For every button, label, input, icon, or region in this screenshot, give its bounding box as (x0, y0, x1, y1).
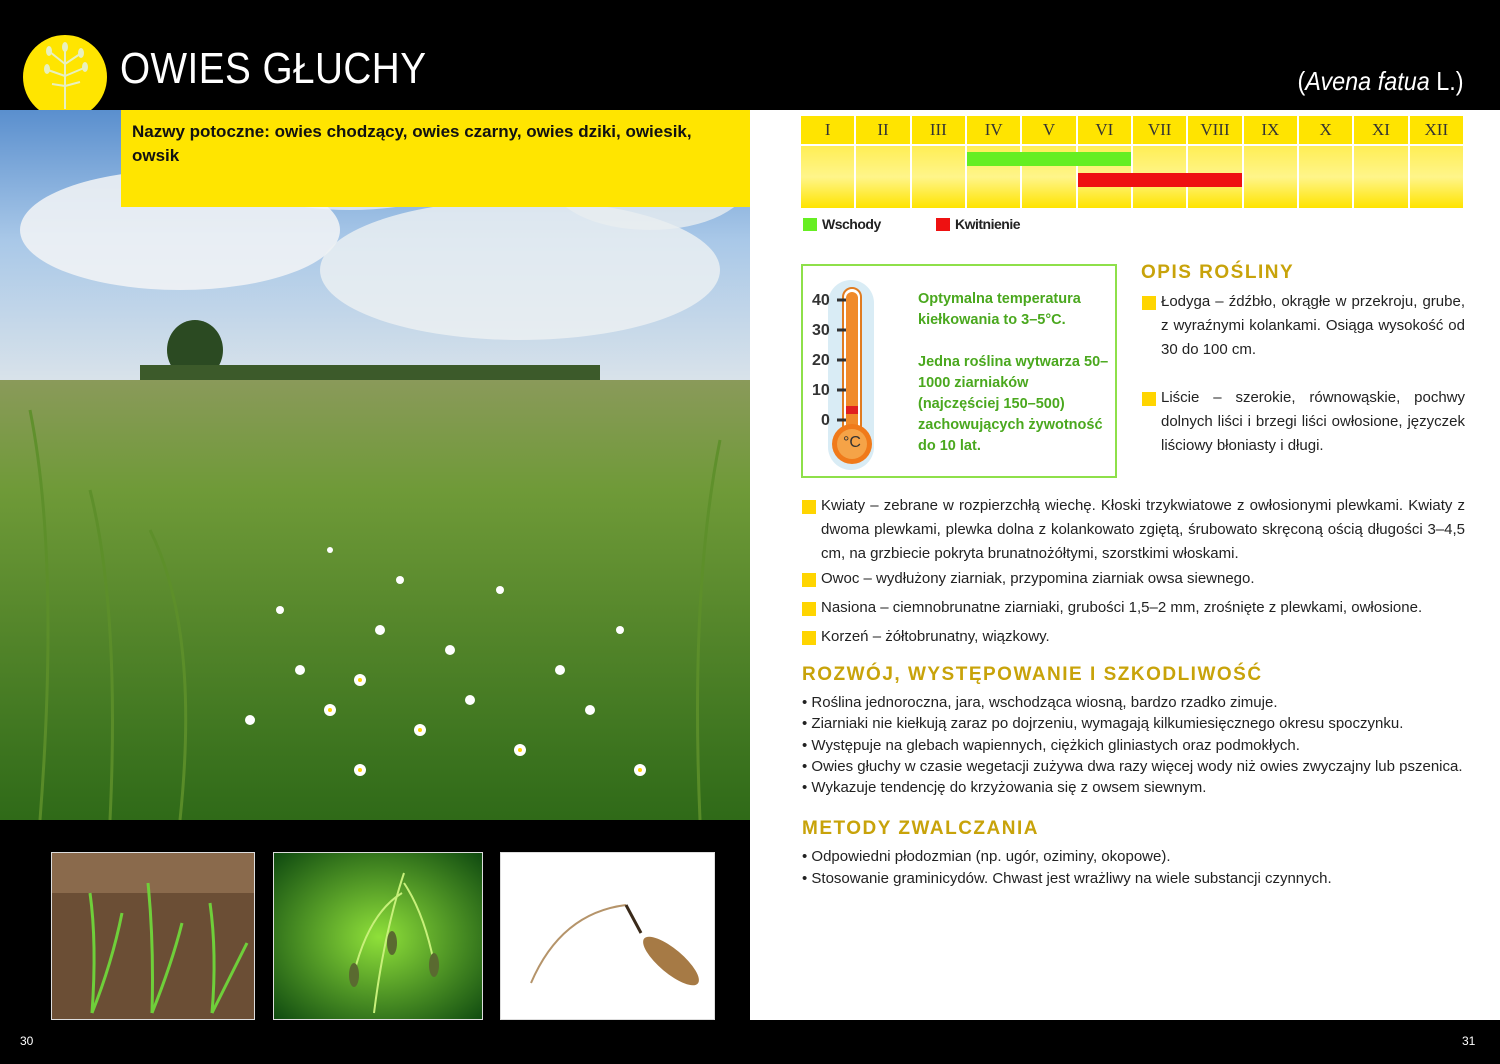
legend-swatch-emergence (803, 218, 817, 231)
month-cell (1299, 146, 1352, 208)
latin-name-italic: Avena fatua (1305, 66, 1431, 96)
scale-label-20: 20 (812, 352, 830, 369)
month-label: I (801, 116, 854, 144)
month-cell (856, 146, 909, 208)
bullet-square (802, 573, 816, 587)
dev-item: • Wykazuje tendencję do krzyżowania się z owsem siewnym. (802, 779, 1207, 796)
control-item: • Odpowiedni płodozmian (np. ugór, oziminy, okopowe). (802, 848, 1171, 865)
field-photo (0, 110, 750, 820)
scale-label-0: 0 (821, 412, 830, 429)
month-cell (801, 146, 854, 208)
heading-development: ROZWÓJ, WYSTĘPOWANIE I SZKODLIWOŚĆ (802, 664, 1263, 685)
month-label: IV (967, 116, 1020, 144)
desc-flowers: Kwiaty – zebrane w rozpierzchłą wiechę. Kłoski trzykwiatowe z owłosionymi plewkami. Kwiaty z dwoma plewkami, plewka dolna z kolankowato zgiętą, śrubowato skręconą ością długości 3–4,5 cm, na grzbiecie pokryta brunatnożółtymi, szorstkimi włoskami. (821, 497, 1465, 562)
desc-seeds: Nasiona – ciemnobrunatne ziarniaki, grubości 1,5–2 mm, zrośnięte z plewkami, owłosione. (821, 599, 1423, 616)
emergence-bar (967, 152, 1131, 166)
seed-production: Jedna roślina wytwarza 50–1000 ziarniaków (najczęściej 150–500) zachowujących żywotność do 10 lat. (918, 354, 1109, 454)
month-label: VIII (1188, 116, 1241, 144)
month-cell (1354, 146, 1407, 208)
heading-control-methods: METODY ZWALCZANIA (802, 818, 1039, 839)
scale-label-30: 30 (812, 322, 830, 339)
desc-stem: Łodyga – źdźbło, okrągłe w przekroju, grube, z wyraźnymi kolankami. Osiąga wysokość od 30 do 100 cm. (1161, 293, 1465, 358)
month-cell (1244, 146, 1297, 208)
dev-item: • Występuje na glebach wapiennych, ciężkich gliniastych oraz podmokłych. (802, 737, 1300, 754)
desc-root: Korzeń – żółtobrunatny, wiązkowy. (821, 628, 1050, 645)
month-label: XII (1410, 116, 1463, 144)
desc-fruit: Owoc – wydłużony ziarniak, przypomina ziarniak owsa siewnego. (821, 570, 1255, 587)
plant-logo-icon (22, 34, 108, 110)
bullet-square (802, 631, 816, 645)
dev-item: • Ziarniaki nie kiełkują zaraz po dojrzeniu, wymagają kilkumiesięcznego okresu spoczynku. (802, 715, 1404, 732)
vegetation-calendar (801, 116, 1465, 208)
bullet-square (1142, 392, 1156, 406)
month-label: V (1022, 116, 1075, 144)
desc-leaves: Liście – szerokie, równowąskie, pochwy dolnych liści i brzegi liści owłosione, języczek liściowy błoniasty i długi. (1161, 389, 1465, 454)
seed-photo (500, 852, 715, 1020)
common-names-text: Nazwy potoczne: owies chodzący, owies czarny, owies dziki, owiesik, owsik (132, 122, 692, 165)
dev-item: • Owies głuchy w czasie wegetacji zużywa dwa razy więcej wody niż owies zwyczajny lub pszenica. (802, 758, 1463, 775)
dev-item: • Roślina jednoroczna, jara, wschodząca wiosną, bardzo rzadko zimuje. (802, 694, 1278, 711)
month-label: VI (1078, 116, 1131, 144)
page-number-right: 31 (1462, 1034, 1476, 1048)
legend-swatch-flowering (936, 218, 950, 231)
temperature-text (918, 289, 1110, 457)
month-label: III (912, 116, 965, 144)
germination-temp: Optymalna temperatura kiełkowania to 3–5°C. (918, 291, 1081, 328)
month-cell (1410, 146, 1463, 208)
bullet-square (802, 602, 816, 616)
bullet-square (802, 500, 816, 514)
scale-label-40: 40 (812, 292, 830, 309)
bullet-square (1142, 296, 1156, 310)
month-label: X (1299, 116, 1352, 144)
month-label: XI (1354, 116, 1407, 144)
page-number-left: 30 (20, 1034, 34, 1048)
panicle-photo (273, 852, 483, 1020)
month-cell (912, 146, 965, 208)
page-title: OWIES GŁUCHY (120, 44, 427, 93)
month-label: IX (1244, 116, 1297, 144)
latin-name: (Avena fatua L.) (1297, 66, 1464, 96)
scale-label-10: 10 (812, 382, 830, 399)
month-label: II (856, 116, 909, 144)
unit-celsius: °C (843, 434, 861, 451)
control-item: • Stosowanie graminicydów. Chwast jest wrażliwy na wiele substancji czynnych. (802, 870, 1332, 887)
seedlings-photo (51, 852, 255, 1020)
heading-plant-description: OPIS ROŚLINY (1141, 262, 1295, 283)
legend-emergence: Wschody (822, 216, 881, 232)
month-label: VII (1133, 116, 1186, 144)
flowering-bar (1078, 173, 1242, 187)
legend-flowering: Kwitnienie (955, 216, 1021, 232)
